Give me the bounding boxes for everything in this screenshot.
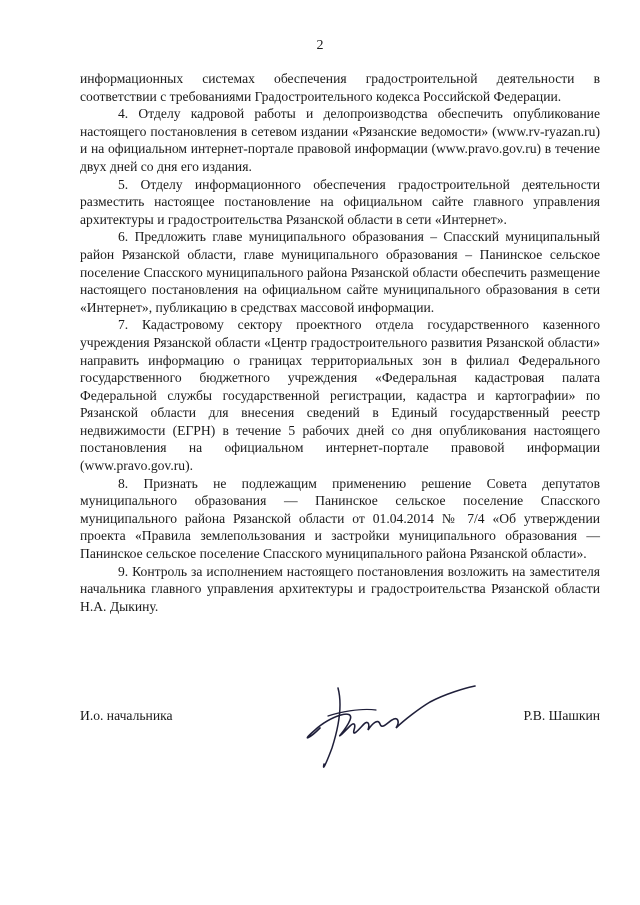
signatory-name: Р.В. Шашкин [523, 708, 600, 723]
paragraph-7: 7. Кадастровому сектору проектного отдела государственного казенного учреждения Рязанской области «Центр градостроительного развития Рязанской области» направить информацию о границах территориальных зон в филиал Федерального государственного бюджетного учреждения «Федеральная кадастровая палата Федеральной службы государственной регистрации, кадастра и картографии» по Рязанской области для внесения сведений в Единый государственный реестр недвижимости (ЕГРН) в течение 5 рабочих дней со дня опубликования настоящего постановления на официальном интернет-портале правовой информации (www.pravo.gov.ru). [80, 317, 600, 474]
paragraph-4: 4. Отделу кадровой работы и делопроизводства обеспечить опубликование настоящего постановления в сетевом издании «Рязанские ведомости» (www.rv-ryazan.ru) и на официальном интернет-портале правовой информации (www.pravo.gov.ru) в течение двух дней со дня его издания. [80, 106, 600, 174]
paragraph-3-continuation: информационных системах обеспечения градостроительной деятельности в соответствии с требованиями Градостроительного кодекса Российской Федерации. [80, 71, 600, 104]
paragraph-5: 5. Отделу информационного обеспечения градостроительной деятельности разместить настоящее постановление на официальном сайте главного управления архитектуры и градостроительства Рязанской области в сети «Интернет». [80, 176, 600, 227]
document-body [80, 70, 600, 615]
signatory-position: И.о. начальника [80, 708, 173, 723]
page-number: 2 [316, 38, 324, 53]
paragraph-9: 9. Контроль за исполнением настоящего постановления возложить на заместителя начальника главного управления архитектуры и градостроительства Рязанской области Н.А. Дыкину. [80, 563, 600, 614]
paragraph-8: 8. Признать не подлежащим применению решение Совета депутатов муниципального образования — Панинское сельское поселение Спасского муниципального района Рязанской области от 01.04.2014 № 7/4 «Об утверждении проекта «Правила землепользования и застройки муниципального образования — Панинское сельское поселение Спасского муниципального района Рязанской области». [80, 475, 600, 562]
paragraph-6: 6. Предложить главе муниципального образования – Спасский муниципальный район Рязанской области, главе муниципального образования – Панинское сельское поселение Спасского муниципального района Рязанской области обеспечить размещение настоящего постановления на официальном сайте муниципального образования в сети «Интернет», публикацию в средствах массовой информации. [80, 229, 600, 315]
signature-block [80, 708, 600, 748]
